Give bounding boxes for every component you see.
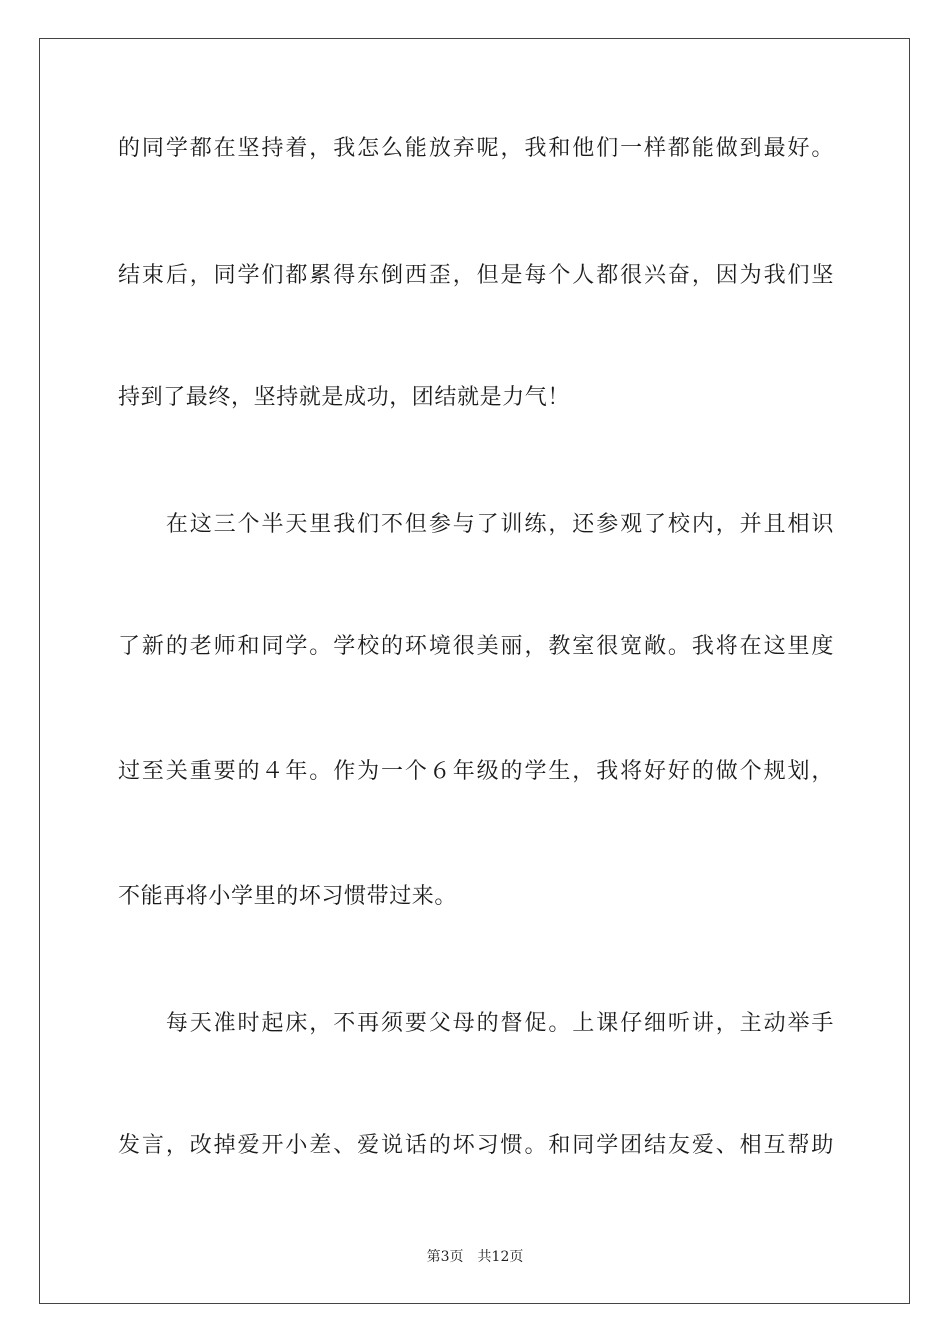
text-line-9: 发言，改掉爱开小差、爱说话的坏习惯。和同学团结友爱、相互帮助 (118, 1133, 834, 1158)
page-footer (0, 1247, 950, 1267)
text-line-6: 过至关重要的４年。作为一个６年级的学生，我将好好的做个规划， (118, 759, 834, 784)
text-line-3: 持到了最终，坚持就是成功，团结就是力气！ (118, 385, 571, 410)
text-line-8: 每天准时起床，不再须要父母的督促。上课仔细听讲，主动举手 (118, 1011, 834, 1036)
page-frame (39, 38, 910, 1304)
text-line-5: 了新的老师和同学。学校的环境很美丽，教室很宽敞。我将在这里度 (118, 634, 834, 659)
page-number: 第3页 (426, 1249, 464, 1265)
total-pages: 共12页 (477, 1249, 524, 1265)
text-line-2: 结束后，同学们都累得东倒西歪，但是每个人都很兴奋，因为我们坚 (118, 263, 834, 288)
text-line-4: 在这三个半天里我们不但参与了训练，还参观了校内，并且相识 (118, 512, 834, 537)
text-line-1: 的同学都在坚持着，我怎么能放弃呢，我和他们一样都能做到最好。 (118, 136, 834, 161)
text-line-7: 不能再将小学里的坏习惯带过来。 (118, 884, 458, 909)
